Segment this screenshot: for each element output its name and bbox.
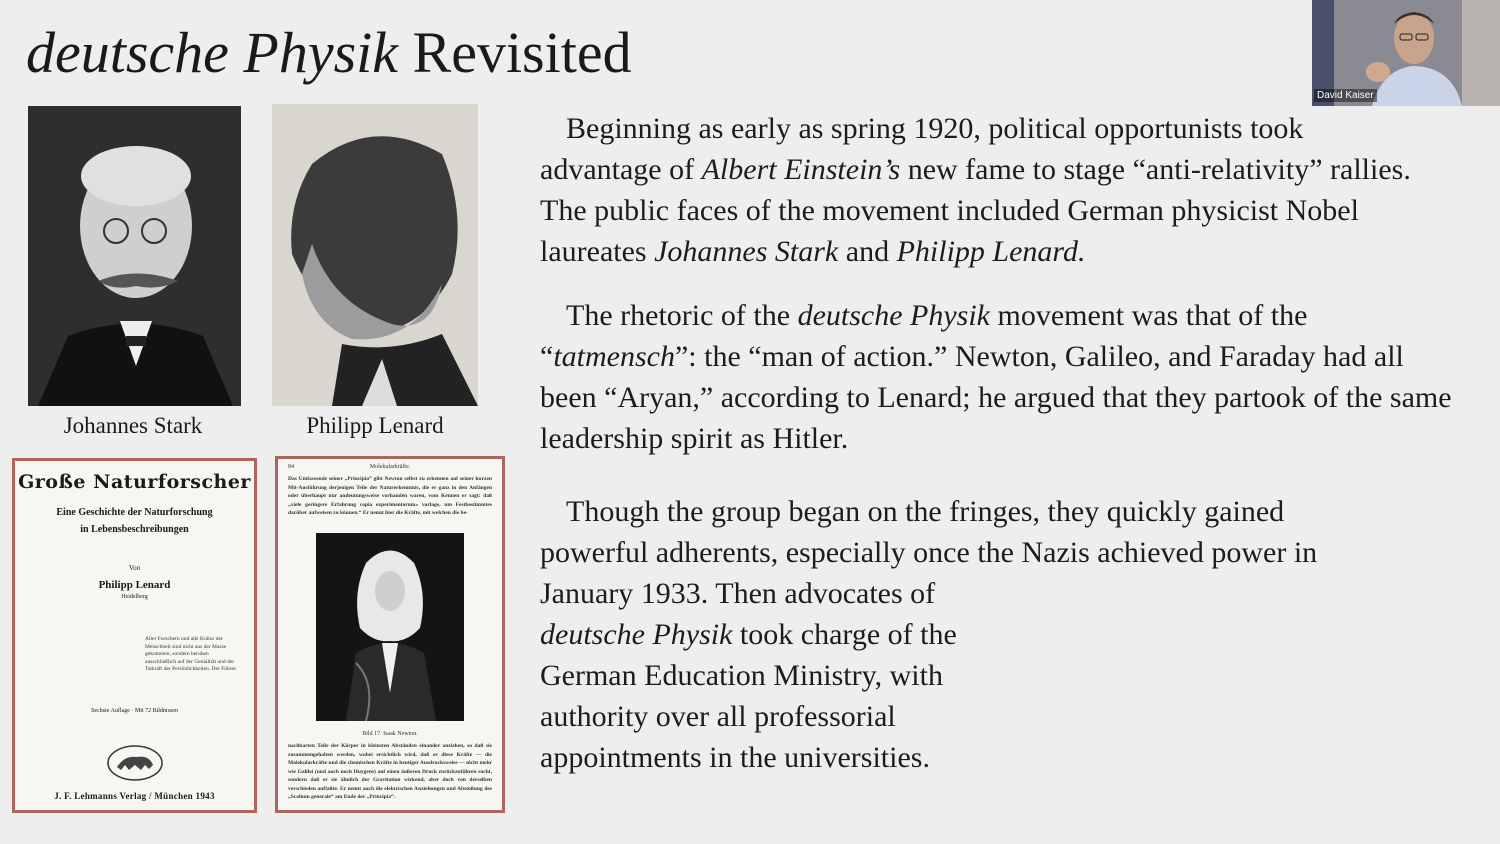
figure-caption: Bild 17. Isaak Newton.: [362, 731, 418, 737]
p1-text-c: new fame to stage “anti-relativity” rallies. The public faces of the movement included German physicist Nobel laureates: [540, 153, 1411, 268]
slide-title-italic: deutsche Physik: [26, 20, 399, 85]
book-page: [275, 456, 505, 813]
p3-line5: German Education Ministry, with: [540, 659, 943, 692]
paragraph-2: [540, 295, 1460, 459]
p2-text-e: ”: the “man of action.” Newton, Galileo, and Faraday had all been “Aryan,” according to Lenard; he argued that they partook of the same leadership spirit as Hitler.: [540, 340, 1452, 455]
book-cover-von: Von: [128, 564, 141, 572]
lenard-portrait-image: [272, 104, 478, 406]
book-cover-quote: Aller Forschern und alle Kultur der Menschheit sind nicht aus der Masse gekommen, sondern beruhen ausschließlich auf der Genialität und der Tatkraft der Persönlichkeiten. Der Führer.: [145, 636, 237, 672]
newton-portrait-image: [316, 533, 464, 721]
participant-video-tile[interactable]: [1312, 0, 1500, 106]
paragraph-3: [540, 491, 1470, 778]
book-cover-subtitle1: Eine Geschichte der Naturforschung: [56, 507, 213, 518]
stark-portrait: [28, 106, 241, 406]
book-cover-title: Große Naturforscher: [18, 471, 251, 493]
p1-text-e: and: [838, 235, 897, 268]
p3-line2: powerful adherents, especially once the Nazis achieved power in: [540, 536, 1318, 569]
book-page-header: Molekularkräfte.: [369, 464, 411, 470]
stark-portrait-image: [28, 106, 241, 406]
publisher-logo-icon: [105, 743, 165, 783]
book-cover-author: Philipp Lenard: [98, 579, 171, 591]
book-cover-publisher: J. F. Lehmanns Verlag / München 1943: [54, 791, 215, 801]
paragraph-1: [540, 108, 1420, 272]
slide-title-rest: Revisited: [398, 20, 632, 85]
p3-line4-italic: deutsche Physik: [540, 618, 733, 651]
p3-line1: Though the group began on the fringes, they quickly gained: [566, 495, 1285, 528]
participant-name: David Kaiser: [1314, 89, 1377, 102]
p1-text-d: Johannes Stark: [654, 235, 839, 268]
book-page-top-text: Das Umfassende seiner „Principia“ gibt Newton selbst zu erkennen auf seiner kurzen Mit-Ausführung derjenigen Teile der Naturerkenntnis, die er ganz in den Anfängen oder überhaupt nur andeutungsweise vorhanden waren, vom Kennen er sagt: daß „viele geringere Erfahrung copia experimentorum« vorlage, um Festbestimmtes darüber aufweisen zu können.“ Er nennt hier die Kräfte, mit welchen die be-: [288, 476, 492, 516]
lenard-portrait: [272, 104, 478, 406]
book-cover: [12, 458, 257, 813]
p3-line6: authority over all professorial: [540, 700, 896, 733]
stark-caption: Johannes Stark: [63, 413, 203, 438]
slide-title: [26, 18, 632, 88]
p2-text-a: The rhetoric of the: [566, 299, 798, 332]
p2-text-c: movement was that of the “: [540, 299, 1308, 373]
p2-text-b: deutsche Physik: [797, 299, 990, 332]
book-page-bottom-text: nachbarten Teile der Körper in kleinsten Abständen einander anziehen, so daß sie zusammengehalten werden, wobei ersichtlich wird, daß er diese Kräfte — die Molekularkräfte und die chemischen Kräfte in heutiger Ausdrucksweise — nicht mehr wie Galilei (und auch noch Huygens) auf einen äußeren Druck zurückzuführen sucht, sondern daß er sie ähnlich der Gravitation wirkend, aber doch von derselben verschieden auffaßte. Er nennt auch die elektrischen Anziehungen und Abstoßung des „Scolium generale“ am Ende der „Principia“.: [288, 743, 492, 800]
p2-text-d: tatmensch: [553, 340, 675, 373]
book-page-number: 84: [288, 464, 294, 470]
book-cover-subtitle2: in Lebensbeschreibungen: [80, 524, 189, 535]
lenard-caption: Philipp Lenard: [306, 413, 444, 438]
book-cover-edition: Sechste Auflage · Mit 72 Bildnissen: [91, 708, 178, 714]
p1-text-b: Albert Einstein’s: [701, 153, 901, 186]
newton-portrait: [316, 533, 464, 721]
p3-line4-rest: took charge of the: [732, 618, 957, 651]
book-cover-place: Heidelberg: [121, 594, 148, 600]
p3-line3: January 1933. Then advocates of: [540, 577, 936, 610]
p3-line7: appointments in the universities.: [540, 741, 930, 774]
p1-text-f: Philipp Lenard.: [896, 235, 1086, 268]
p1-text-a: Beginning as early as spring 1920, political opportunists took advantage of: [540, 112, 1304, 186]
